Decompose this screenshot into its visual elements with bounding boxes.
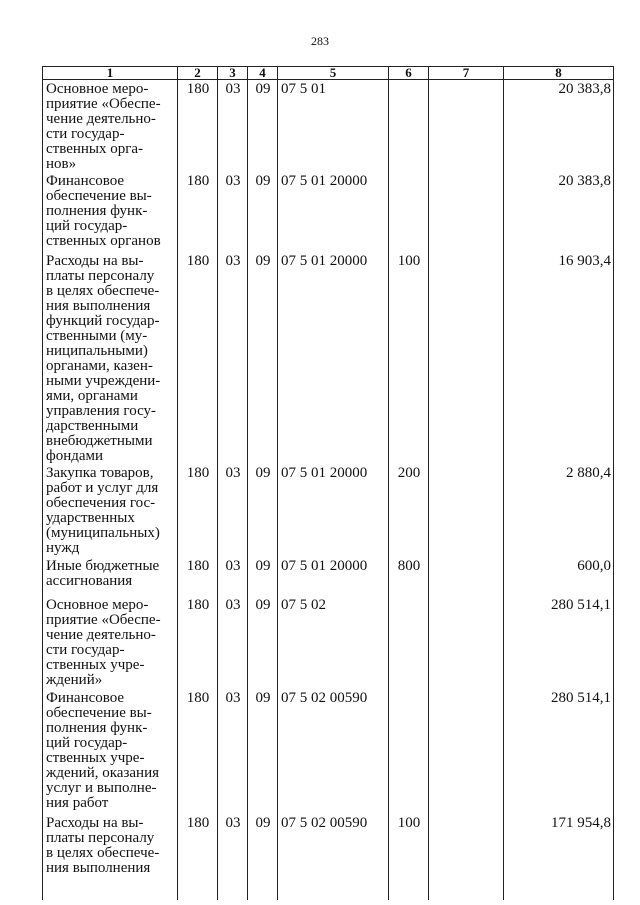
column-header-2: 2: [178, 67, 218, 80]
row-target-article-cell: 07 5 01 20000: [278, 557, 389, 596]
row-column-7-cell: [429, 557, 504, 596]
row-code-4-cell: 09: [248, 689, 278, 814]
row-target-article-cell: 07 5 01 20000: [278, 464, 389, 557]
table-row: [43, 252, 614, 464]
row-name-cell: Финансовое обеспечение вы- полнения функ- ций государ- ственных органов: [43, 172, 178, 252]
row-code-2-cell: 180: [178, 464, 218, 557]
row-name-cell: Расходы на вы- платы персоналу в целях обеспече- ния выполнения функций государ- ственными (му- ниципальными) органами, казен- ными учреждени- ями, органами управления госу- дарственными внебюджетными фондами: [43, 252, 178, 464]
column-header-3: 3: [218, 67, 248, 80]
row-code-2-cell: 180: [178, 596, 218, 689]
row-target-article-cell: 07 5 02 00590: [278, 814, 389, 900]
row-expense-type-cell: [389, 689, 429, 814]
row-code-3-cell: 03: [218, 596, 248, 689]
table-row: [43, 172, 614, 252]
row-amount-cell: 2 880,4: [504, 464, 614, 557]
row-code-3-cell: 03: [218, 464, 248, 557]
row-code-3-cell: 03: [218, 80, 248, 173]
row-amount-cell: 280 514,1: [504, 596, 614, 689]
table-body: [43, 80, 614, 901]
row-amount-cell: 20 383,8: [504, 172, 614, 252]
row-amount-cell: 280 514,1: [504, 689, 614, 814]
budget-table: [42, 66, 614, 900]
table-row: [43, 689, 614, 814]
page-number: 283: [311, 34, 329, 48]
row-name-cell: Иные бюджетные ассигнования: [43, 557, 178, 596]
row-code-3-cell: 03: [218, 172, 248, 252]
row-code-4-cell: 09: [248, 172, 278, 252]
row-target-article-cell: 07 5 01 20000: [278, 172, 389, 252]
row-code-4-cell: 09: [248, 557, 278, 596]
table-row: [43, 464, 614, 557]
row-column-7-cell: [429, 689, 504, 814]
row-amount-cell: 16 903,4: [504, 252, 614, 464]
table-row: [43, 814, 614, 900]
row-column-7-cell: [429, 172, 504, 252]
row-column-7-cell: [429, 252, 504, 464]
row-amount-cell: 600,0: [504, 557, 614, 596]
row-name-cell: Расходы на вы- платы персоналу в целях обеспече- ния выполнения: [43, 814, 178, 900]
column-header-8: 8: [504, 67, 614, 80]
row-code-2-cell: 180: [178, 172, 218, 252]
column-header-1: 1: [43, 67, 178, 80]
row-expense-type-cell: 800: [389, 557, 429, 596]
row-code-2-cell: 180: [178, 252, 218, 464]
column-header-4: 4: [248, 67, 278, 80]
row-name-cell: Финансовое обеспечение вы- полнения функ- ций государ- ственных учре- ждений, оказания услуг и выполне- ния работ: [43, 689, 178, 814]
table-row: [43, 596, 614, 689]
row-code-2-cell: 180: [178, 814, 218, 900]
row-target-article-cell: 07 5 01 20000: [278, 252, 389, 464]
column-header-7: 7: [429, 67, 504, 80]
row-expense-type-cell: [389, 596, 429, 689]
row-name-cell: Основное меро- приятие «Обеспе- чение деятельно- сти государ- ственных учре- ждений»: [43, 596, 178, 689]
row-column-7-cell: [429, 596, 504, 689]
row-expense-type-cell: [389, 172, 429, 252]
row-column-7-cell: [429, 814, 504, 900]
row-name-cell: Закупка товаров, работ и услуг для обеспечения гос- ударственных (муниципальных) нужд: [43, 464, 178, 557]
row-code-2-cell: 180: [178, 557, 218, 596]
row-target-article-cell: 07 5 02 00590: [278, 689, 389, 814]
row-expense-type-cell: 200: [389, 464, 429, 557]
row-expense-type-cell: 100: [389, 814, 429, 900]
row-code-4-cell: 09: [248, 252, 278, 464]
table-row: [43, 557, 614, 596]
row-code-4-cell: 09: [248, 596, 278, 689]
row-code-4-cell: 09: [248, 814, 278, 900]
row-expense-type-cell: [389, 80, 429, 173]
row-code-3-cell: 03: [218, 689, 248, 814]
row-amount-cell: 20 383,8: [504, 80, 614, 173]
column-header-5: 5: [278, 67, 389, 80]
row-code-4-cell: 09: [248, 80, 278, 173]
table-row: [43, 80, 614, 173]
row-target-article-cell: 07 5 02: [278, 596, 389, 689]
row-code-2-cell: 180: [178, 80, 218, 173]
row-name-cell: Основное меро- приятие «Обеспе- чение деятельно- сти государ- ственных орга- нов»: [43, 80, 178, 173]
row-code-4-cell: 09: [248, 464, 278, 557]
row-amount-cell: 171 954,8: [504, 814, 614, 900]
row-expense-type-cell: 100: [389, 252, 429, 464]
row-column-7-cell: [429, 464, 504, 557]
row-code-3-cell: 03: [218, 252, 248, 464]
row-code-3-cell: 03: [218, 557, 248, 596]
row-code-2-cell: 180: [178, 689, 218, 814]
row-target-article-cell: 07 5 01: [278, 80, 389, 173]
row-column-7-cell: [429, 80, 504, 173]
row-code-3-cell: 03: [218, 814, 248, 900]
column-header-6: 6: [389, 67, 429, 80]
table-header-row: [43, 67, 614, 80]
